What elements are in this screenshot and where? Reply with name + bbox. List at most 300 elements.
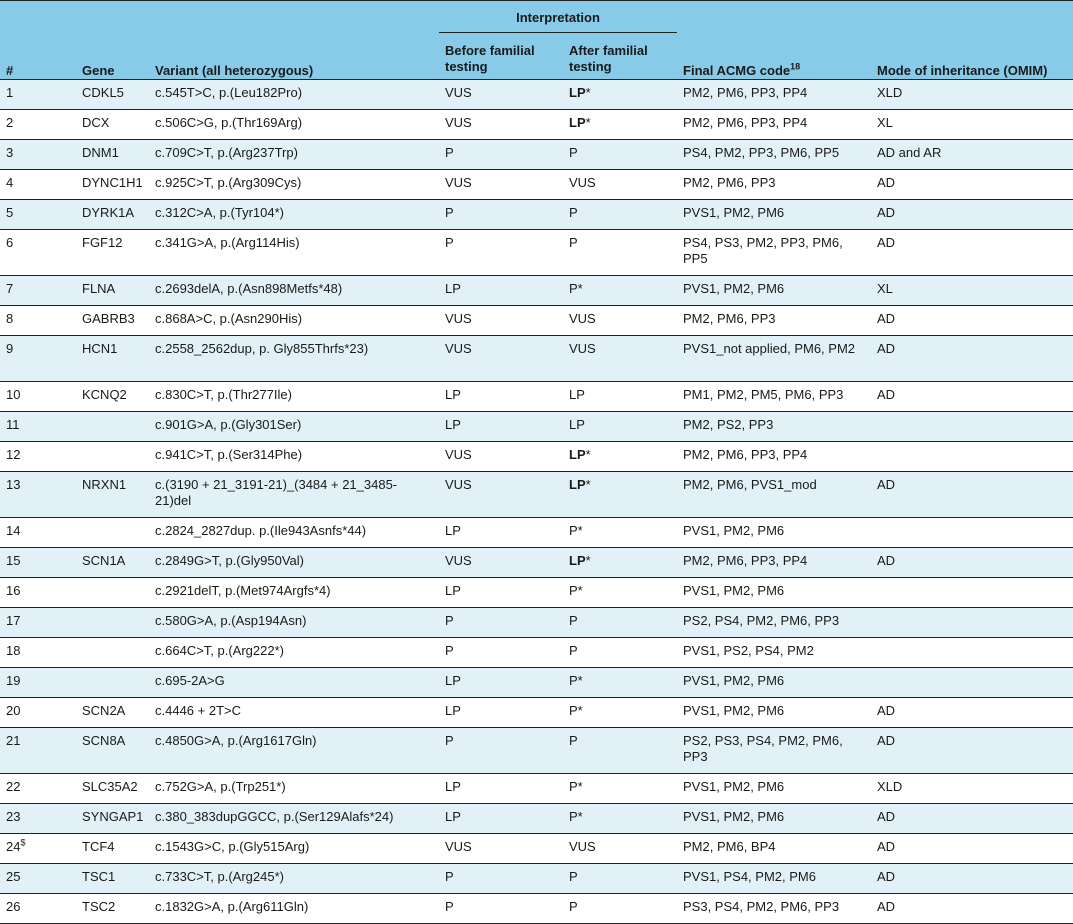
after-asterisk: * bbox=[577, 703, 583, 718]
cell-mode bbox=[871, 170, 1073, 200]
cell-gene bbox=[76, 728, 149, 774]
gene-name: DYRK1A bbox=[82, 205, 135, 220]
row-number: 22 bbox=[6, 779, 21, 794]
table-row bbox=[0, 110, 1073, 140]
variant-text: c.545T>C, p.(Leu182Pro) bbox=[155, 85, 303, 100]
table-row bbox=[0, 548, 1073, 578]
acmg-code: PS3, PS4, PM2, PM6, PP3 bbox=[683, 899, 840, 914]
cell-num bbox=[0, 442, 76, 472]
row-number: 3 bbox=[6, 145, 14, 160]
cell-num bbox=[0, 472, 76, 518]
after-asterisk: * bbox=[577, 583, 583, 598]
cell-variant bbox=[149, 698, 439, 728]
table-row bbox=[0, 774, 1073, 804]
cell-after bbox=[563, 382, 677, 412]
cell-after bbox=[563, 170, 677, 200]
cell-gene bbox=[76, 578, 149, 608]
before-interpretation: VUS bbox=[445, 85, 472, 100]
cell-gene bbox=[76, 306, 149, 336]
after-interpretation: LP bbox=[569, 553, 586, 568]
cell-before bbox=[439, 804, 563, 834]
inheritance-mode: XL bbox=[877, 115, 893, 130]
table-header bbox=[0, 1, 1073, 80]
after-interpretation: VUS bbox=[569, 341, 596, 356]
cell-mode bbox=[871, 518, 1073, 548]
cell-mode bbox=[871, 306, 1073, 336]
variant-text: c.752G>A, p.(Trp251*) bbox=[155, 779, 286, 794]
inheritance-mode: AD bbox=[877, 311, 896, 326]
row-number: 20 bbox=[6, 703, 21, 718]
table-row bbox=[0, 804, 1073, 834]
gene-name: SYNGAP1 bbox=[82, 809, 144, 824]
acmg-code: PS4, PS3, PM2, PP3, PM6, PP5 bbox=[683, 235, 843, 266]
table-row bbox=[0, 412, 1073, 442]
table-row bbox=[0, 608, 1073, 638]
row-number: 1 bbox=[6, 85, 14, 100]
variant-text: c.341G>A, p.(Arg114His) bbox=[155, 235, 300, 250]
before-interpretation: P bbox=[445, 733, 454, 748]
before-interpretation: VUS bbox=[445, 839, 472, 854]
cell-num bbox=[0, 140, 76, 170]
inheritance-mode: AD bbox=[877, 205, 896, 220]
variant-text: c.(3190 + 21_3191-21)_(3484 + 21_3485-21)del bbox=[155, 477, 398, 508]
cell-after bbox=[563, 306, 677, 336]
after-asterisk: * bbox=[585, 477, 591, 492]
cell-gene bbox=[76, 518, 149, 548]
row-number: 12 bbox=[6, 447, 21, 462]
cell-mode bbox=[871, 608, 1073, 638]
variant-text: c.1832G>A, p.(Arg611Gln) bbox=[155, 899, 309, 914]
table-row bbox=[0, 442, 1073, 472]
cell-gene bbox=[76, 698, 149, 728]
acmg-code: PVS1, PS2, PS4, PM2 bbox=[683, 643, 814, 658]
cell-variant bbox=[149, 412, 439, 442]
row-number: 4 bbox=[6, 175, 14, 190]
inheritance-mode: AD bbox=[877, 703, 896, 718]
table-row bbox=[0, 472, 1073, 518]
cell-before bbox=[439, 608, 563, 638]
after-interpretation: LP bbox=[569, 477, 586, 492]
cell-gene bbox=[76, 200, 149, 230]
cell-after bbox=[563, 864, 677, 894]
cell-mode bbox=[871, 638, 1073, 668]
cell-num bbox=[0, 518, 76, 548]
cell-variant bbox=[149, 638, 439, 668]
after-interpretation: P bbox=[569, 703, 578, 718]
cell-variant bbox=[149, 140, 439, 170]
before-interpretation: VUS bbox=[445, 311, 472, 326]
cell-after bbox=[563, 608, 677, 638]
table-row bbox=[0, 140, 1073, 170]
acmg-code: PM2, PM6, PP3, PP4 bbox=[683, 85, 808, 100]
cell-before bbox=[439, 518, 563, 548]
cell-gene bbox=[76, 110, 149, 140]
cell-gene bbox=[76, 382, 149, 412]
gene-name: DCX bbox=[82, 115, 110, 130]
inheritance-mode: XLD bbox=[877, 779, 903, 794]
table-row bbox=[0, 518, 1073, 548]
cell-variant bbox=[149, 472, 439, 518]
gene-name: FGF12 bbox=[82, 235, 123, 250]
cell-mode bbox=[871, 276, 1073, 306]
gene-name: SCN1A bbox=[82, 553, 126, 568]
cell-before bbox=[439, 774, 563, 804]
cell-variant bbox=[149, 110, 439, 140]
cell-gene bbox=[76, 548, 149, 578]
cell-num bbox=[0, 110, 76, 140]
row-number: 24 bbox=[6, 839, 21, 854]
variant-text: c.695-2A>G bbox=[155, 673, 225, 688]
variant-text: c.2824_2827dup. p.(Ile943Asnfs*44) bbox=[155, 523, 367, 538]
before-interpretation: LP bbox=[445, 417, 461, 432]
row-number: 11 bbox=[6, 417, 20, 432]
before-interpretation: LP bbox=[445, 583, 461, 598]
before-interpretation: LP bbox=[445, 779, 461, 794]
cell-num bbox=[0, 728, 76, 774]
cell-variant bbox=[149, 200, 439, 230]
before-interpretation: LP bbox=[445, 387, 461, 402]
acmg-code: PM2, PM6, PP3, PP4 bbox=[683, 553, 808, 568]
cell-acmg bbox=[677, 336, 871, 382]
cell-variant bbox=[149, 834, 439, 864]
cell-variant bbox=[149, 864, 439, 894]
cell-acmg bbox=[677, 608, 871, 638]
acmg-code: PM2, PM6, PP3, PP4 bbox=[683, 447, 808, 462]
row-number: 10 bbox=[6, 387, 21, 402]
cell-before bbox=[439, 834, 563, 864]
table-row bbox=[0, 230, 1073, 276]
header-gene: Gene bbox=[76, 1, 149, 80]
variant-text: c.709C>T, p.(Arg237Trp) bbox=[155, 145, 298, 160]
acmg-code: PVS1, PM2, PM6 bbox=[683, 205, 785, 220]
row-number: 17 bbox=[6, 613, 21, 628]
cell-mode bbox=[871, 442, 1073, 472]
cell-before bbox=[439, 578, 563, 608]
variant-text: c.664C>T, p.(Arg222*) bbox=[155, 643, 284, 658]
before-interpretation: VUS bbox=[445, 341, 472, 356]
cell-gene bbox=[76, 140, 149, 170]
after-interpretation: P bbox=[569, 145, 578, 160]
cell-acmg bbox=[677, 728, 871, 774]
cell-mode bbox=[871, 382, 1073, 412]
table-row bbox=[0, 306, 1073, 336]
acmg-code: PVS1, PM2, PM6 bbox=[683, 779, 785, 794]
gene-name: SLC35A2 bbox=[82, 779, 138, 794]
cell-acmg bbox=[677, 140, 871, 170]
acmg-code: PVS1, PM2, PM6 bbox=[683, 809, 785, 824]
acmg-code: PVS1, PM2, PM6 bbox=[683, 673, 785, 688]
cell-gene bbox=[76, 894, 149, 924]
after-interpretation: P bbox=[569, 523, 578, 538]
table-row bbox=[0, 170, 1073, 200]
cell-variant bbox=[149, 518, 439, 548]
before-interpretation: P bbox=[445, 643, 454, 658]
row-number: 7 bbox=[6, 281, 14, 296]
row-number: 23 bbox=[6, 809, 21, 824]
cell-mode bbox=[871, 110, 1073, 140]
cell-after bbox=[563, 110, 677, 140]
cell-before bbox=[439, 864, 563, 894]
acmg-code: PVS1, PM2, PM6 bbox=[683, 583, 785, 598]
cell-before bbox=[439, 230, 563, 276]
gene-name: TSC2 bbox=[82, 899, 116, 914]
gene-name: KCNQ2 bbox=[82, 387, 127, 402]
table-row bbox=[0, 276, 1073, 306]
cell-before bbox=[439, 442, 563, 472]
cell-mode bbox=[871, 894, 1073, 924]
gene-name: SCN2A bbox=[82, 703, 126, 718]
cell-after bbox=[563, 668, 677, 698]
cell-num bbox=[0, 200, 76, 230]
cell-gene bbox=[76, 638, 149, 668]
cell-mode bbox=[871, 230, 1073, 276]
after-interpretation: LP bbox=[569, 387, 585, 402]
cell-acmg bbox=[677, 230, 871, 276]
row-number: 26 bbox=[6, 899, 21, 914]
row-number: 19 bbox=[6, 673, 21, 688]
inheritance-mode: AD bbox=[877, 899, 896, 914]
after-asterisk: * bbox=[577, 523, 583, 538]
variant-text: c.2921delT, p.(Met974Argfs*4) bbox=[155, 583, 331, 598]
cell-mode bbox=[871, 864, 1073, 894]
cell-before bbox=[439, 638, 563, 668]
before-interpretation: VUS bbox=[445, 175, 472, 190]
after-asterisk: * bbox=[577, 779, 583, 794]
table-row bbox=[0, 382, 1073, 412]
before-interpretation: VUS bbox=[445, 477, 472, 492]
cell-acmg bbox=[677, 698, 871, 728]
acmg-code: PS2, PS3, PS4, PM2, PM6, PP3 bbox=[683, 733, 843, 764]
cell-variant bbox=[149, 548, 439, 578]
table-row bbox=[0, 200, 1073, 230]
cell-after bbox=[563, 276, 677, 306]
cell-mode bbox=[871, 698, 1073, 728]
cell-gene bbox=[76, 608, 149, 638]
row-number-footnote: $ bbox=[20, 837, 26, 848]
variant-text: c.380_383dupGGCC, p.(Ser129Alafs*24) bbox=[155, 809, 394, 824]
cell-before bbox=[439, 728, 563, 774]
table-row bbox=[0, 698, 1073, 728]
table-body bbox=[0, 80, 1073, 924]
after-interpretation: LP bbox=[569, 447, 586, 462]
after-asterisk: * bbox=[585, 553, 591, 568]
cell-gene bbox=[76, 834, 149, 864]
acmg-code: PS4, PM2, PP3, PM6, PP5 bbox=[683, 145, 840, 160]
cell-num bbox=[0, 638, 76, 668]
after-interpretation: P bbox=[569, 733, 578, 748]
before-interpretation: LP bbox=[445, 673, 461, 688]
cell-before bbox=[439, 306, 563, 336]
cell-gene bbox=[76, 442, 149, 472]
cell-before bbox=[439, 110, 563, 140]
cell-variant bbox=[149, 170, 439, 200]
cell-mode bbox=[871, 80, 1073, 110]
acmg-code: PS2, PS4, PM2, PM6, PP3 bbox=[683, 613, 840, 628]
cell-variant bbox=[149, 306, 439, 336]
gene-name: CDKL5 bbox=[82, 85, 124, 100]
variant-text: c.941C>T, p.(Ser314Phe) bbox=[155, 447, 303, 462]
gene-name: DNM1 bbox=[82, 145, 119, 160]
row-number: 6 bbox=[6, 235, 14, 250]
cell-variant bbox=[149, 894, 439, 924]
variant-text: c.506C>G, p.(Thr169Arg) bbox=[155, 115, 303, 130]
cell-gene bbox=[76, 412, 149, 442]
cell-gene bbox=[76, 804, 149, 834]
cell-after bbox=[563, 774, 677, 804]
table-row bbox=[0, 336, 1073, 382]
cell-acmg bbox=[677, 110, 871, 140]
cell-acmg bbox=[677, 200, 871, 230]
after-interpretation: P bbox=[569, 235, 578, 250]
cell-mode bbox=[871, 140, 1073, 170]
cell-num bbox=[0, 306, 76, 336]
gene-name: TCF4 bbox=[82, 839, 115, 854]
cell-after bbox=[563, 336, 677, 382]
cell-variant bbox=[149, 442, 439, 472]
before-interpretation: LP bbox=[445, 809, 461, 824]
cell-mode bbox=[871, 728, 1073, 774]
acmg-code: PM2, PM6, PVS1_mod bbox=[683, 477, 817, 492]
cell-before bbox=[439, 80, 563, 110]
cell-gene bbox=[76, 864, 149, 894]
after-asterisk: * bbox=[585, 447, 591, 462]
cell-mode bbox=[871, 472, 1073, 518]
cell-gene bbox=[76, 80, 149, 110]
variant-text: c.901G>A, p.(Gly301Ser) bbox=[155, 417, 302, 432]
inheritance-mode: AD bbox=[877, 235, 896, 250]
inheritance-mode: AD bbox=[877, 387, 896, 402]
after-interpretation: LP bbox=[569, 115, 586, 130]
acmg-code: PVS1, PM2, PM6 bbox=[683, 703, 785, 718]
cell-num bbox=[0, 80, 76, 110]
variant-text: c.4850G>A, p.(Arg1617Gln) bbox=[155, 733, 317, 748]
before-interpretation: P bbox=[445, 145, 454, 160]
variant-text: c.830C>T, p.(Thr277Ile) bbox=[155, 387, 292, 402]
variant-text: c.312C>A, p.(Tyr104*) bbox=[155, 205, 284, 220]
cell-after bbox=[563, 140, 677, 170]
table-row bbox=[0, 894, 1073, 924]
cell-variant bbox=[149, 578, 439, 608]
gene-name: SCN8A bbox=[82, 733, 126, 748]
row-number: 14 bbox=[6, 523, 21, 538]
gene-name: FLNA bbox=[82, 281, 116, 296]
header-acmg bbox=[677, 1, 871, 80]
acmg-code: PVS1, PM2, PM6 bbox=[683, 523, 785, 538]
row-number: 9 bbox=[6, 341, 14, 356]
cell-gene bbox=[76, 668, 149, 698]
inheritance-mode: AD bbox=[877, 733, 896, 748]
variant-text: c.925C>T, p.(Arg309Cys) bbox=[155, 175, 302, 190]
gene-name: GABRB3 bbox=[82, 311, 135, 326]
after-asterisk: * bbox=[585, 85, 591, 100]
cell-acmg bbox=[677, 804, 871, 834]
after-interpretation: P bbox=[569, 899, 578, 914]
variant-text: c.580G>A, p.(Asp194Asn) bbox=[155, 613, 307, 628]
cell-acmg bbox=[677, 442, 871, 472]
cell-num bbox=[0, 698, 76, 728]
cell-acmg bbox=[677, 774, 871, 804]
after-interpretation: P bbox=[569, 583, 578, 598]
after-interpretation: P bbox=[569, 869, 578, 884]
cell-mode bbox=[871, 578, 1073, 608]
cell-acmg bbox=[677, 668, 871, 698]
cell-variant bbox=[149, 804, 439, 834]
inheritance-mode: AD bbox=[877, 869, 896, 884]
cell-mode bbox=[871, 668, 1073, 698]
cell-after bbox=[563, 472, 677, 518]
row-number: 16 bbox=[6, 583, 21, 598]
cell-before bbox=[439, 894, 563, 924]
acmg-code: PM2, PS2, PP3 bbox=[683, 417, 774, 432]
row-number: 8 bbox=[6, 311, 14, 326]
cell-acmg bbox=[677, 548, 871, 578]
cell-gene bbox=[76, 276, 149, 306]
row-number: 18 bbox=[6, 643, 21, 658]
cell-num bbox=[0, 382, 76, 412]
header-interpretation: Interpretation bbox=[439, 1, 677, 33]
cell-after bbox=[563, 834, 677, 864]
cell-after bbox=[563, 442, 677, 472]
header-mode: Mode of inheritance (OMIM) bbox=[871, 1, 1073, 80]
cell-num bbox=[0, 774, 76, 804]
after-interpretation: P bbox=[569, 613, 578, 628]
cell-after bbox=[563, 548, 677, 578]
cell-after bbox=[563, 518, 677, 548]
cell-mode bbox=[871, 774, 1073, 804]
cell-acmg bbox=[677, 412, 871, 442]
inheritance-mode: AD bbox=[877, 175, 896, 190]
cell-acmg bbox=[677, 306, 871, 336]
variant-text: c.4446 + 2T>C bbox=[155, 703, 241, 718]
cell-mode bbox=[871, 200, 1073, 230]
cell-num bbox=[0, 336, 76, 382]
inheritance-mode: XL bbox=[877, 281, 893, 296]
cell-acmg bbox=[677, 170, 871, 200]
cell-gene bbox=[76, 774, 149, 804]
table-row bbox=[0, 638, 1073, 668]
cell-before bbox=[439, 548, 563, 578]
cell-before bbox=[439, 170, 563, 200]
after-interpretation: P bbox=[569, 643, 578, 658]
cell-acmg bbox=[677, 864, 871, 894]
cell-after bbox=[563, 578, 677, 608]
after-asterisk: * bbox=[577, 281, 583, 296]
cell-acmg bbox=[677, 80, 871, 110]
cell-num bbox=[0, 170, 76, 200]
table-row bbox=[0, 834, 1073, 864]
cell-after bbox=[563, 412, 677, 442]
cell-acmg bbox=[677, 518, 871, 548]
cell-acmg bbox=[677, 894, 871, 924]
acmg-code: PM2, PM6, PP3 bbox=[683, 175, 776, 190]
cell-variant bbox=[149, 728, 439, 774]
after-asterisk: * bbox=[577, 673, 583, 688]
after-interpretation: P bbox=[569, 809, 578, 824]
cell-acmg bbox=[677, 578, 871, 608]
after-interpretation: P bbox=[569, 673, 578, 688]
cell-gene bbox=[76, 336, 149, 382]
acmg-code: PM2, PM6, PP3 bbox=[683, 311, 776, 326]
after-interpretation: P bbox=[569, 205, 578, 220]
inheritance-mode: XLD bbox=[877, 85, 903, 100]
acmg-code: PM2, PM6, BP4 bbox=[683, 839, 776, 854]
variant-text: c.733C>T, p.(Arg245*) bbox=[155, 869, 284, 884]
cell-before bbox=[439, 698, 563, 728]
cell-before bbox=[439, 336, 563, 382]
before-interpretation: P bbox=[445, 869, 454, 884]
before-interpretation: VUS bbox=[445, 115, 472, 130]
cell-before bbox=[439, 412, 563, 442]
